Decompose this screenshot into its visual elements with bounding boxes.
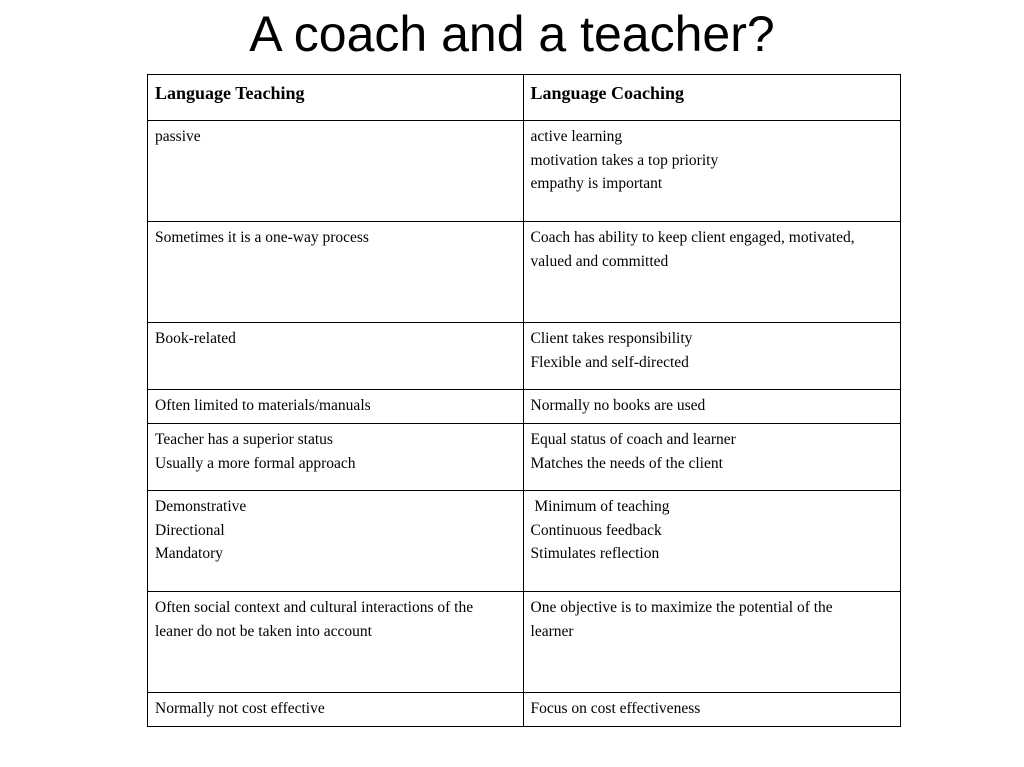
coaching-cell	[523, 222, 900, 323]
cell-line: Equal status of coach and learner	[530, 431, 736, 448]
cell-line: Client takes responsibility	[530, 330, 693, 347]
table-row	[148, 424, 901, 491]
cell-line: learner	[530, 622, 574, 640]
cell-line: Mandatory	[155, 545, 224, 562]
cell-line: Normally not cost effective	[155, 700, 325, 717]
teaching-cell	[148, 222, 524, 323]
cell-line: Directional	[155, 521, 225, 539]
header-language-teaching: Language Teaching	[148, 75, 524, 121]
cell-line: active learning	[530, 128, 623, 145]
header-row	[148, 75, 901, 121]
cell-line: One objective is to maximize the potential of the	[530, 599, 833, 616]
table-row	[148, 491, 901, 592]
teaching-cell	[148, 693, 524, 727]
cell-line: valued and committed	[530, 252, 669, 270]
coaching-cell	[523, 390, 900, 424]
cell-line: Teacher has a superior status	[155, 431, 333, 448]
cell-line: Minimum of teaching	[530, 498, 670, 515]
coaching-cell	[523, 323, 900, 390]
table-row	[148, 222, 901, 323]
cell-line: Coach has ability to keep client engaged, motivated,	[530, 229, 855, 246]
cell-line: Matches the needs of the client	[530, 454, 723, 472]
cell-line: passive	[155, 128, 201, 145]
coaching-cell	[523, 592, 900, 693]
cell-line: Sometimes it is a one-way process	[155, 229, 369, 246]
table-row	[148, 323, 901, 390]
table-row	[148, 121, 901, 222]
teaching-cell	[148, 121, 524, 222]
coaching-cell	[523, 121, 900, 222]
cell-line: Continuous feedback	[530, 521, 662, 539]
cell-line: leaner do not be taken into account	[155, 622, 372, 640]
cell-line: empathy is important	[530, 175, 663, 192]
cell-line: Often limited to materials/manuals	[155, 397, 371, 414]
cell-line: Often social context and cultural interactions of the	[155, 599, 474, 616]
cell-line: Book-related	[155, 330, 236, 347]
table-row	[148, 390, 901, 424]
teaching-cell	[148, 390, 524, 424]
comparison-table	[147, 74, 901, 727]
slide-title: A coach and a teacher?	[249, 6, 775, 62]
table-row	[148, 693, 901, 727]
teaching-cell	[148, 424, 524, 491]
header-language-coaching: Language Coaching	[523, 75, 900, 121]
teaching-cell	[148, 592, 524, 693]
cell-line: Focus on cost effectiveness	[530, 700, 701, 717]
coaching-cell	[523, 424, 900, 491]
teaching-cell	[148, 323, 524, 390]
cell-line: Stimulates reflection	[530, 545, 660, 562]
teaching-cell	[148, 491, 524, 592]
cell-line: motivation takes a top priority	[530, 151, 719, 169]
coaching-cell	[523, 693, 900, 727]
cell-line: Usually a more formal approach	[155, 454, 356, 472]
cell-line: Normally no books are used	[530, 397, 706, 414]
coaching-cell	[523, 491, 900, 592]
cell-line: Demonstrative	[155, 498, 247, 515]
table-row	[148, 592, 901, 693]
cell-line: Flexible and self-directed	[530, 353, 689, 371]
